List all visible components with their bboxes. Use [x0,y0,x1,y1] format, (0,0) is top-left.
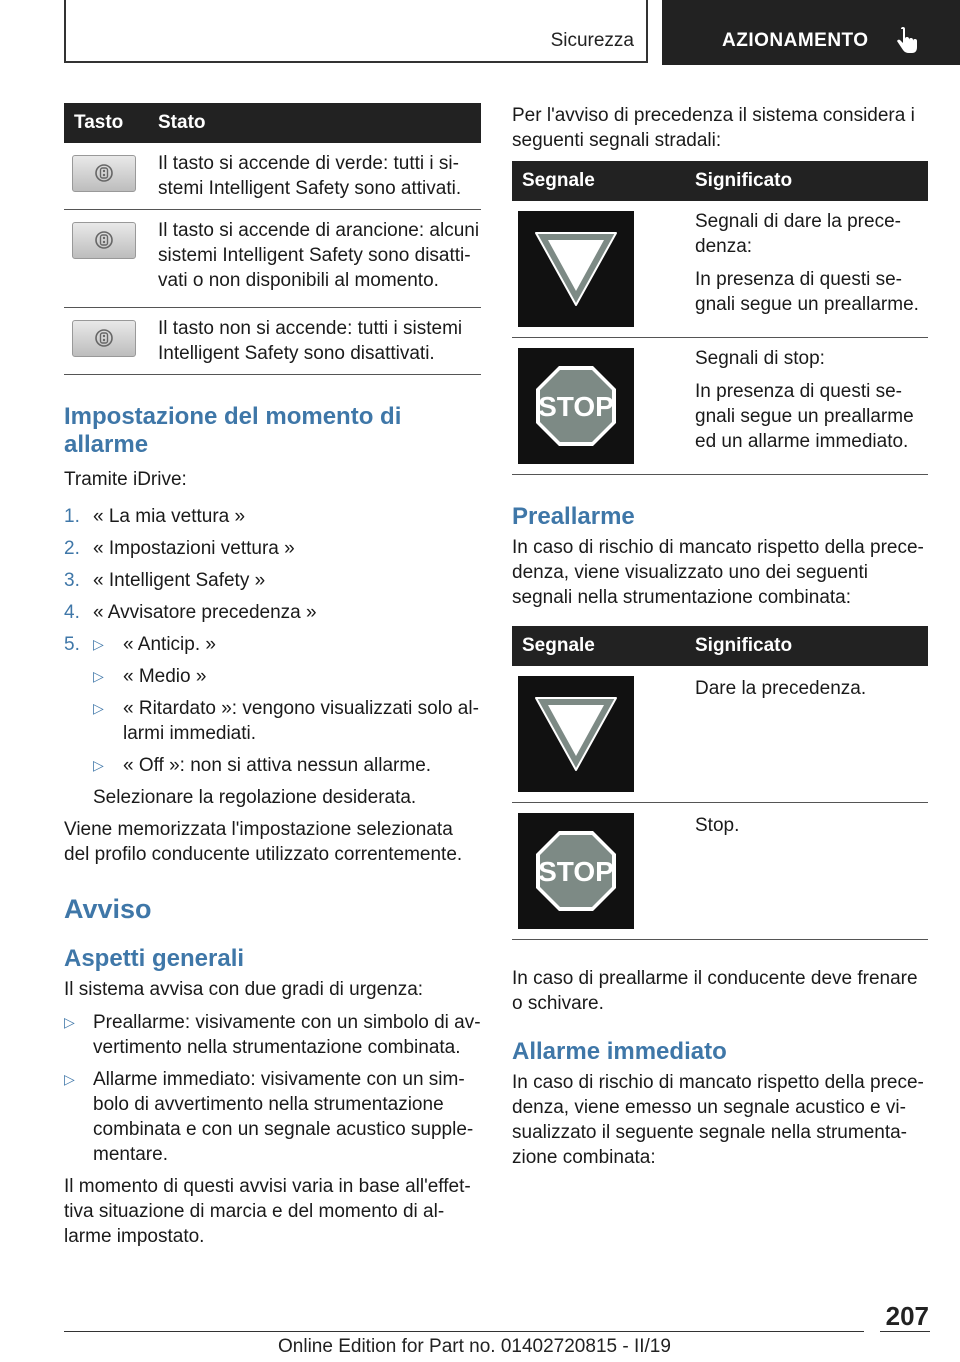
list-item [64,696,481,746]
step-number: 1. [64,506,80,527]
hand-pointer-icon [894,26,920,56]
step-number: 5. [64,634,80,655]
triangle-bullet-icon: ▷ [93,636,104,652]
list-item [64,600,481,625]
table-row [64,143,481,210]
table-header-meaning: Significato [685,626,928,666]
step-text: « La mia vettura » [93,506,246,527]
stop-sign-text: STOP [538,856,614,887]
meaning-text: Segnali di dare la prece-denza: [695,211,901,257]
bullet-text: Preallarme: visivamente con un simbolo di av-vertimento nella strumentazione combinata. [93,1012,481,1058]
chapter-tab [662,0,960,65]
triangle-bullet-icon: ▷ [93,700,104,716]
meaning-text: Dare la precedenza. [685,666,928,803]
paragraph: In caso di rischio di mancato rispetto della prece-denza, viene visualizzato uno dei seguenti segnali nella strumentazione combinata: [512,537,924,608]
step-text: « Intelligent Safety » [93,570,266,591]
key-state-text: Il tasto si accende di verde: tutti i si-stemi Intelligent Safety sono attivati. [148,143,481,210]
step-number: 4. [64,602,80,623]
step-text: Selezionare la regolazione desiderata. [93,787,417,808]
list-item [64,536,481,561]
bullet-list [64,1010,481,1167]
triangle-bullet-icon: ▷ [64,1071,75,1087]
meaning-text: Stop. [685,803,928,940]
section-heading: Impostazione del momento di allarme [64,403,402,458]
paragraph: Tramite iDrive: [64,469,187,490]
paragraph: In caso di rischio di mancato rispetto della prece-denza, viene emesso un segnale acustico e vi-sualizzato il seguente segnale nella strumenta-zione combinata: [512,1072,924,1168]
section-tab [64,0,648,63]
meaning-text: Segnali di stop: [695,348,825,369]
table-header-state: Stato [148,103,481,143]
yield-sign-icon [518,211,634,327]
section-heading: Allarme immediato [512,1038,727,1065]
list-item [64,568,481,593]
triangle-bullet-icon: ▷ [93,668,104,684]
triangle-bullet-icon: ▷ [93,757,104,773]
stop-sign-icon [518,813,634,929]
paragraph: Viene memorizzata l'impostazione selezionata del profilo conducente utilizzato correntemente. [64,819,463,865]
section-heading: Preallarme [512,503,635,530]
step-text: « Impostazioni vettura » [93,538,295,559]
list-item [64,1010,481,1060]
sub-option-text: « Off »: non si attiva nessun allarme. [123,755,432,776]
paragraph: Il momento di questi avvisi varia in base all'effet-tiva situazione di marcia e del momento di al-larme impostato. [64,1176,471,1247]
list-item [64,632,481,657]
sign-table [512,161,928,475]
table-header-sign: Segnale [512,161,685,201]
key-state-table [64,103,481,375]
triangle-bullet-icon: ▷ [64,1014,75,1030]
step-number: 2. [64,538,80,559]
chapter-heading: Avviso [64,894,152,924]
safety-key-icon [72,222,136,259]
yield-sign-icon [518,676,634,792]
right-column [512,103,928,1170]
list-item [64,1067,481,1167]
table-row [512,201,928,338]
step-text: « Anticip. » [123,634,216,655]
section-title: Sicurezza [550,30,634,51]
step-text: « Avvisatore precedenza » [93,602,317,623]
key-state-text: Il tasto non si accende: tutti i sistemi Intelligent Safety sono disattivati. [148,308,481,375]
section-heading: Aspetti generali [64,945,245,972]
paragraph: Per l'avviso di precedenza il sistema considera i seguenti segnali stradali: [512,105,915,151]
left-column [64,103,481,1249]
paragraph: Il sistema avvisa con due gradi di urgenza: [64,979,424,1000]
table-header-sign: Segnale [512,626,685,666]
footer-rule [64,1331,864,1332]
list-item [64,753,481,778]
table-row [64,308,481,375]
footer-rule [880,1331,930,1332]
safety-key-icon [72,320,136,357]
meaning-text: In presenza di questi se-gnali segue un preallarme. [695,269,919,315]
stop-sign-text: STOP [538,391,614,422]
meaning-text: In presenza di questi se-gnali segue un preallarme ed un allarme immediato. [695,381,914,452]
safety-key-icon [72,155,136,192]
warning-sign-table [512,626,928,940]
page-header [0,0,960,66]
page-number: 207 [885,1301,929,1331]
sub-option-text: « Ritardato »: vengono visualizzati solo al-larmi immediati. [123,698,479,744]
table-row [512,338,928,475]
footer-edition: Online Edition for Part no. 01402720815 - II/19 [278,1336,671,1357]
table-row [512,666,928,803]
table-header-key: Tasto [64,103,148,143]
key-state-text: Il tasto si accende di arancione: alcuni sistemi Intelligent Safety sono disatti-vati o non disponibili al momento. [148,210,481,308]
bullet-text: Allarme immediato: visivamente con un sim-bolo di avvertimento nella strumentazione combinata e con un segnale acustico supple-mentare. [93,1069,474,1165]
table-row [64,210,481,308]
steps-list [64,504,481,810]
list-item [64,664,481,689]
table-header-meaning: Significato [685,161,928,201]
table-row [512,803,928,940]
chapter-title: AZIONAMENTO [722,30,869,51]
step-number: 3. [64,570,80,591]
paragraph: In caso di preallarme il conducente deve frenare o schivare. [512,968,918,1014]
sub-option-text: « Medio » [123,666,207,687]
list-item [64,785,481,810]
stop-sign-icon [518,348,634,464]
list-item [64,504,481,529]
